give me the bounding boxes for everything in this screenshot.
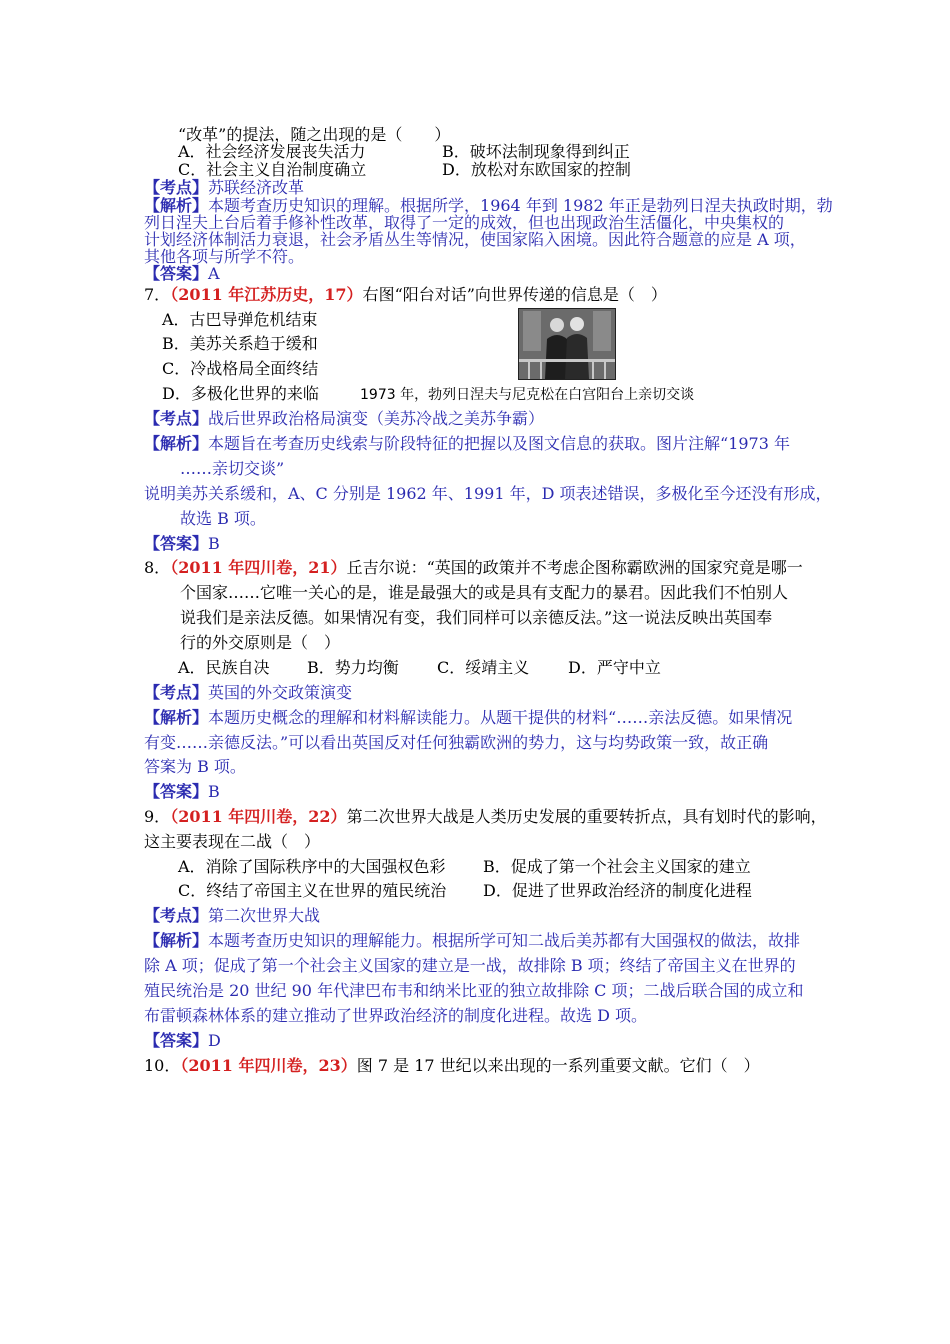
q6-answer: 【答案】A <box>144 264 220 283</box>
q9-kaodian: 【考点】第二次世界大战 <box>144 906 321 925</box>
q8-option-a: A．民族自决 <box>178 658 270 677</box>
q10-stem: 10．（2011 年四川卷，23）图 7 是 17 世纪以来出现的一系列重要文献。它们（ ） <box>144 1056 760 1075</box>
q7-option-a: A．古巴导弹危机结束 <box>162 310 318 329</box>
q9-option-c: C．终结了帝国主义在世界的殖民统治 <box>178 881 447 900</box>
q7-answer: 【答案】B <box>144 534 220 553</box>
q7-stem: 7．（2011 年江苏历史，17）右图“阳台对话”向世界传递的信息是（ ） <box>144 285 667 304</box>
q7-kaodian: 【考点】战后世界政治格局演变（美苏冷战之美苏争霸） <box>144 409 545 428</box>
q8-option-c: C．绥靖主义 <box>437 658 530 677</box>
q6-jiexi-line-1: 【解析】本题考查历史知识的理解。根据所学，1964 年到 1982 年正是勃列日涅夫执政时期，勃 <box>144 196 833 215</box>
q7-jiexi-line-1: 【解析】本题旨在考查历史线索与阶段特征的把握以及图文信息的获取。图片注解“1973 年 <box>144 434 791 453</box>
q6-kaodian: 【考点】苏联经济改革 <box>144 178 305 197</box>
q7-option-c: C．冷战格局全面终结 <box>162 359 319 378</box>
q8-option-b: B．势力均衡 <box>307 658 399 677</box>
q9-stem-line-1: 9．（2011 年四川卷，22）第二次世界大战是人类历史发展的重要转折点，具有划时代的影响， <box>144 807 827 826</box>
q9-stem-line-2: 这主要表现在二战（ ） <box>144 832 321 851</box>
q6-option-c: C．社会主义自治制度确立 <box>178 160 367 179</box>
q9-jiexi-line-1: 【解析】本题考查历史知识的理解能力。根据所学可知二战后美苏都有大国强权的做法，故排 <box>144 931 801 950</box>
q8-option-d: D．严守中立 <box>568 658 661 677</box>
q6-option-a: A．社会经济发展丧失活力 <box>178 142 366 161</box>
q8-stem-line-4: 行的外交原则是（ ） <box>180 633 341 652</box>
q8-stem-line-2: 个国家……它唯一关心的是，谁是最强大的或是具有支配力的暴君。因此我们不怕别人 <box>180 583 789 602</box>
q8-answer: 【答案】B <box>144 782 220 801</box>
q7-option-b: B．美苏关系趋于缓和 <box>162 334 318 353</box>
q8-jiexi-line-2: 有变……亲德反法。”可以看出英国反对任何独霸欧洲的势力，这与均势政策一致，故正确 <box>144 733 769 752</box>
balcony-photo <box>518 308 616 380</box>
q8-stem-line-1: 8．（2011 年四川卷，21）丘吉尔说：“英国的政策并不考虑企图称霸欧洲的国家究竟是哪一 <box>144 558 803 577</box>
q6-option-b: B．破坏法制现象得到纠正 <box>442 142 630 161</box>
q8-stem-line-3: 说我们是亲法反德。如果情况有变，我们同样可以亲德反法。”这一说法反映出英国奉 <box>180 608 773 627</box>
q9-answer: 【答案】D <box>144 1031 221 1050</box>
q8-jiexi-line-3: 答案为 B 项。 <box>144 757 246 776</box>
q6-jiexi-line-3: 计划经济体制活力衰退，社会矛盾丛生等情况，使国家陷入困境。因此符合题意的应是 A 项， <box>144 230 806 249</box>
q8-jiexi-line-1: 【解析】本题历史概念的理解和材料解读能力。从题干提供的材料“……亲法反德。如果情况 <box>144 708 793 727</box>
q8-kaodian: 【考点】英国的外交政策演变 <box>144 683 353 702</box>
q6-jiexi-line-2: 列日涅夫上台后着手修补性改革，取得了一定的成效，但也出现政治生活僵化，中央集权的 <box>144 213 785 232</box>
q9-jiexi-line-3: 殖民统治是 20 世纪 90 年代津巴布韦和纳米比亚的独立故排除 C 项；二战后联合国的成立和 <box>144 981 804 1000</box>
q6-option-d: D．放松对东欧国家的控制 <box>442 160 631 179</box>
q7-option-d: D．多极化世界的来临 <box>162 384 319 403</box>
photo-caption: 1973 年，勃列日涅夫与尼克松在白宫阳台上亲切交谈 <box>360 387 695 403</box>
q9-jiexi-line-2: 除 A 项；促成了第一个社会主义国家的建立是一战，故排除 B 项；终结了帝国主义在世界的 <box>144 956 796 975</box>
q9-option-a: A．消除了国际秩序中的大国强权色彩 <box>178 857 446 876</box>
q7-jiexi-line-2: ……亲切交谈” <box>180 459 285 478</box>
q9-jiexi-line-4: 布雷顿森林体系的建立推动了世界政治经济的制度化进程。故选 D 项。 <box>144 1006 648 1025</box>
q6-jiexi-line-4: 其他各项与所学不符。 <box>144 247 305 266</box>
q9-option-b: B．促成了第一个社会主义国家的建立 <box>483 857 751 876</box>
q6-stem: “改革”的提法，随之出现的是（ ） <box>178 125 451 144</box>
q9-option-d: D．促进了世界政治经济的制度化进程 <box>483 881 752 900</box>
q7-jiexi-line-4: 故选 B 项。 <box>180 509 266 528</box>
q7-jiexi-line-3: 说明美苏关系缓和，A、C 分别是 1962 年、1991 年，D 项表述错误，多极化至今还没有形成， <box>144 484 832 503</box>
